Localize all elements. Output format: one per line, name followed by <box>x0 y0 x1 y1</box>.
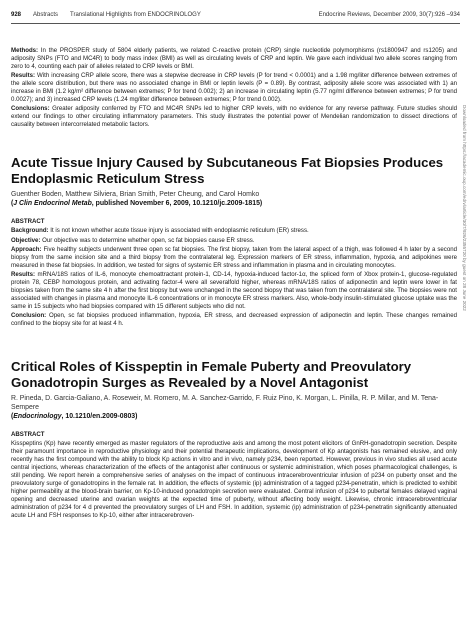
citation-journal: J Clin Endocrinol Metab <box>13 200 92 208</box>
background-text: It is not known whether acute tissue injury is associated with endoplasmic reticulum (ER) stress. <box>50 227 309 235</box>
article-prosper-abstract <box>11 47 457 129</box>
methods-text: In the PROSPER study of 5804 elderly patients, we related C-reactive protein (CRP) single nucleotide polymorphisms (rs1800947 and rs1205) and adiposity SNPs (FTO and MC4R) to body mass index (BMI) as well as circulating levels of CRP and leptin. We gave each individual two allele scores ranging from zero to 4, counting each pair of alleles related to CRP levels or BMI. <box>11 47 457 71</box>
article-authors: R. Pineda, D. Garcia-Galiano, A. Roseweir, M. Romero, M. A. Sanchez-Garrido, F. Ruiz Pino, K. Morgan, L. Pinilla, R. P. Millar, and M. Tena-Sempere <box>11 395 439 412</box>
conclusions-paragraph <box>11 105 457 129</box>
running-header <box>11 9 460 21</box>
page-number: 928 <box>11 12 22 18</box>
background-paragraph <box>11 227 457 235</box>
results-label: Results: <box>11 270 36 278</box>
header-section: Abstracts <box>33 12 59 18</box>
article-authors: Guenther Boden, Matthew Silviera, Brian Smith, Peter Cheung, and Carol Homko <box>11 191 260 199</box>
conclusion-text: Open, sc fat biopsies produced inflammation, hypoxia, ER stress, and decreased expression of adiponectin and leptin. These changes remained confined to the biopsy site for at least 4 h. <box>11 311 457 327</box>
objective-label: Objective: <box>11 236 41 244</box>
objective-paragraph <box>11 237 457 245</box>
objective-text: Our objective was to determine whether open, sc fat biopsies cause ER stress. <box>42 236 255 244</box>
abstract-body: Kisspeptins (Kp) have recently emerged as master regulators of the reproductive axis and among the most potent elicitors of GnRH-gonadotropin secretion. Despite their paramount importance in reproductive physiology and their potential therapeutic implications, development of Kp antagonists has remained elusive, and only recently has the first compound with the ability to block Kp actions in vitro and in vivo, namely p234, been reported. However, previous in vivo studies all used acute central injections, whereas characterization of the effects of the antagonist after continuous or systemic administration, which poses pharmacological challenges, is still pending. We report herein a comprehensive series of analyses on the impact of continuous intracerebroventricular infusion of p234 on puberty onset and the preovulatory surge of gonadotropins in the female rat. In addition, the effects of systemic (ip) administration of a tagged p234-penetratin, which is predicted to exhibit higher permeability at the blood-brain barrier, on Kp-10-induced gonadotropin secretion were evaluated. Central infusion of p234 to pubertal females delayed vaginal opening and decreased uterine and ovarian weights at the expected time of puberty, without affecting body weight. Likewise, chronic intracerebroventricular administration of p234 for 4 d prevented the preovulatory surges of LH and FSH. In addition, systemic (ip) administration of p234-penetratin significantly attenuated acute LH and FSH responses to Kp-10, either after intracerebroven- <box>11 440 457 520</box>
results-text: With increasing CRP allele score, there was a stepwise decrease in CRP levels (P for trend < 0.0001) and a 1.98 mg/liter difference between extremes of the allele score distribution, but there was no associated change in BMI or leptin levels (P = 0.89). By contrast, adiposity allele score was associated with 1) an increase in BMI (1.2 kg/m² difference between extremes; P for trend 0.002); 2) an increase in circulating leptin (5.77 ng/ml difference between extremes; P for trend 0.0027); and 3) increased CRP levels (1.24 mg/liter difference between extremes; P for trend 0.002). <box>11 72 457 104</box>
methods-paragraph <box>11 47 457 71</box>
conclusions-label: Conclusions: <box>11 105 50 113</box>
abstract-heading: ABSTRACT <box>11 431 45 439</box>
header-subtitle: Translational Highlights from ENDOCRINOLOGY <box>70 12 201 18</box>
approach-label: Approach: <box>11 245 42 253</box>
methods-label: Methods: <box>11 47 39 54</box>
results-paragraph <box>11 72 457 104</box>
download-margin-note: Downloaded from https://academic.oup.com/edrv/article/30/7/926/2355720 by guest on 28 June 2022 <box>462 105 467 311</box>
approach-text: Five healthy subjects underwent three open sc fat biopsies. The first biopsy, taken from the lateral aspect of a thigh, was followed 4 h later by a second biopsy from the same incision site and a third biopsy from the contralateral leg. Expression markers of ER stress, inflammation, hypoxia, and adipokines were measured in these fat biopsies. In addition, we tested for signs of systemic ER stress and inflammation in plasma and in circulating monocytes. <box>11 245 457 269</box>
article-fat-biopsies <box>11 155 457 328</box>
results-label: Results: <box>11 72 36 80</box>
background-label: Background: <box>11 227 49 235</box>
citation-details: , published November 6, 2009, 10.1210/jc.2009-1815) <box>91 200 263 208</box>
article-citation: (J Clin Endocrinol Metab, published November 6, 2009, 10.1210/jc.2009-1815) <box>11 200 263 208</box>
article-citation: (Endocrinology, 10.1210/en.2009-0803) <box>11 413 138 421</box>
conclusion-paragraph <box>11 312 457 328</box>
conclusion-label: Conclusion: <box>11 311 47 319</box>
results-paragraph <box>11 271 457 311</box>
citation-details: , 10.1210/en.2009-0803) <box>61 413 138 421</box>
citation-journal: Endocrinology <box>13 413 62 421</box>
header-rule <box>11 23 460 24</box>
page-content <box>11 47 457 522</box>
conclusions-text: Greater adiposity conferred by FTO and MC4R SNPs led to higher CRP levels, with no evidence for any reverse pathway. Future studies should extend our findings to other circulating inflammatory parameters. This study illustrates the potential power of Mendelian randomization to dissect directions of causality between intercorrelated metabolic factors. <box>11 105 458 129</box>
article-title: Acute Tissue Injury Caused by Subcutaneous Fat Biopsies Produces Endoplasmic Reticulum Stress <box>11 155 444 187</box>
results-text: mRNA/18S ratios of IL-6, monocyte chemoattractant protein-1, CD-14, hypoxia-induced factor-1α, the spliced form of Xbox protein-1, glucose-regulated protein 78, CEBP homologous protein, and activating factor-4 were all severalfold higher, whereas mRNA/18S ratios of adiponectin and leptin were lower in fat biopsies taken from the same site 4 h after the first biopsy but were unchanged in the second biopsy that was taken from the contralateral site. The biopsies were not associated with changes in plasma and monocyte IL-6 concentrations or in monocyte ER stress markers. Also, whole-body insulin-stimulated glucose uptake was the same in 15 subjects who had biopsies compared with 15 different subjects who did not. <box>11 270 457 310</box>
abstract-heading: ABSTRACT <box>11 218 45 226</box>
article-title: Critical Roles of Kisspeptin in Female Puberty and Preovulatory Gonadotropin Surges as Revealed by a Novel Antagonist <box>11 359 412 391</box>
approach-paragraph <box>11 246 457 270</box>
header-journal: Endocrine Reviews, December 2009, 30(7):926 –934 <box>318 12 460 18</box>
article-kisspeptin <box>11 359 457 520</box>
